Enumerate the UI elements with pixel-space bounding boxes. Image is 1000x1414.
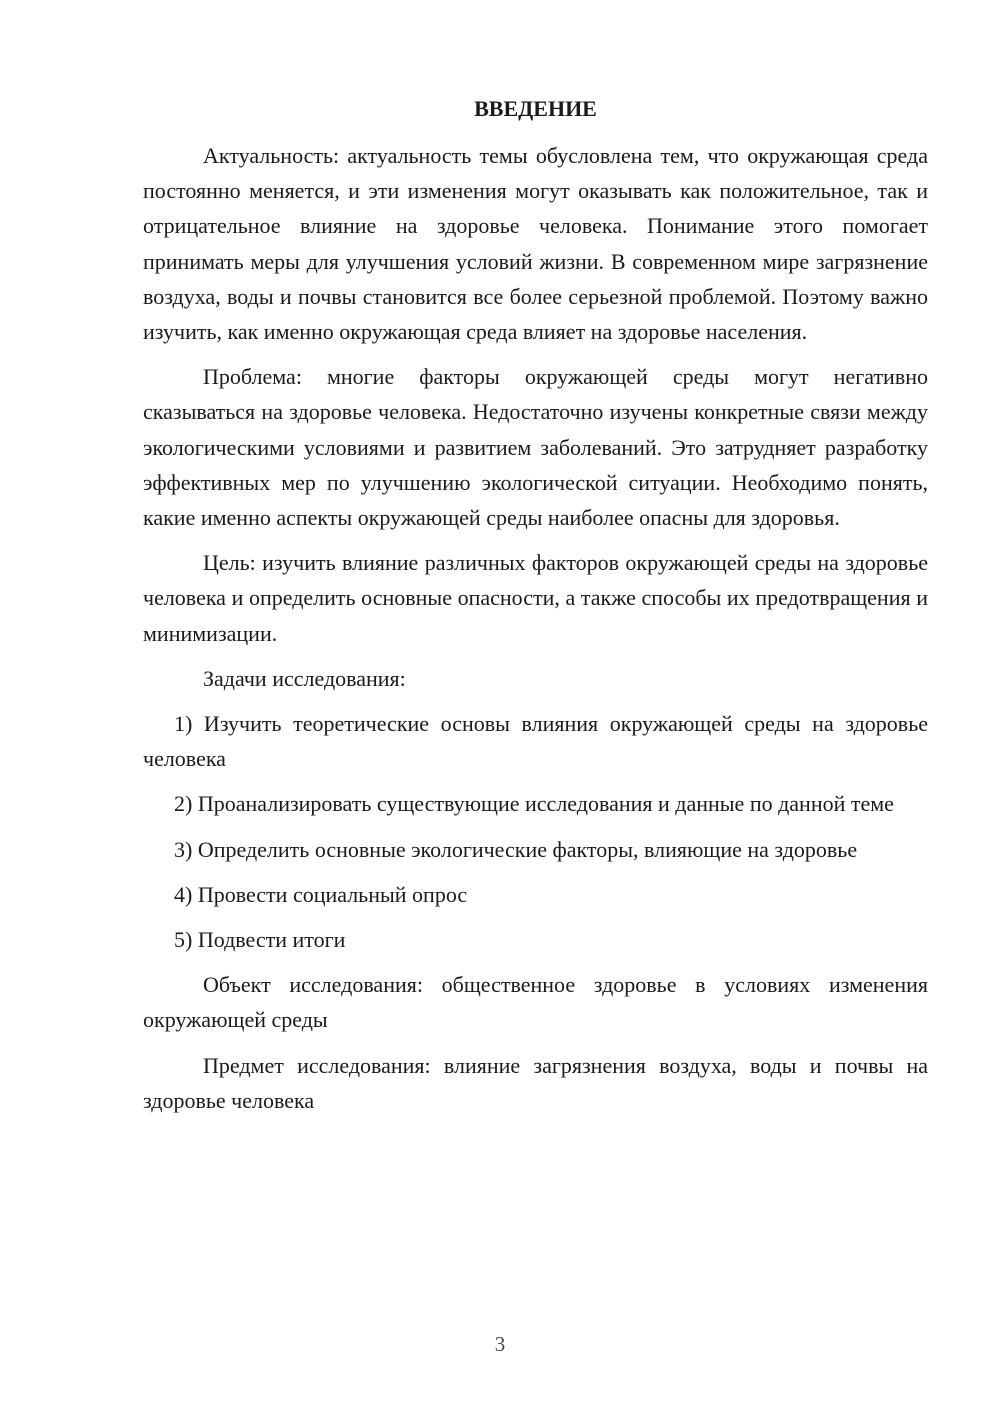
paragraph-subject: Предмет исследования: влияние загрязнения воздуха, воды и почвы на здоровье человека [143,1052,928,1113]
task-item-2: 2) Проанализировать существующие исследования и данные по данной теме [174,791,894,817]
task-item-5: 5) Подвести итоги [174,927,346,953]
page-number: 3 [494,1332,506,1356]
paragraph-goal: Цель: изучить влияние различных факторов окружающей среды на здоровье человека и определить основные опасности, а также способы их предотвращения и минимизации. [143,550,928,646]
page-title: ВВЕДЕНИЕ [474,96,597,121]
paragraph-actuality: Актуальность: актуальность темы обусловлена тем, что окружающая среда постоянно меняется, и эти изменения могут оказывать как положительное, так и отрицательное влияние на здоровье человека. Понимание этого помогает принимать меры для улучшения условий жизни. В современном мире загрязнение воздуха, воды и почвы становится все более серьезной проблемой. Поэтому важно изучить, как именно окружающая среда влияет на здоровье населения. [143,143,928,345]
tasks-heading: Задачи исследования: [203,665,406,691]
task-item-1: 1) Изучить теоретические основы влияния окружающей среды на здоровье человека [143,711,928,772]
task-item-3: 3) Определить основные экологические факторы, влияющие на здоровье [174,836,858,862]
paragraph-object: Объект исследования: общественное здоровье в условиях изменения окружающей среды [143,972,928,1033]
document-page [143,94,928,1128]
paragraph-problem: Проблема: многие факторы окружающей среды могут негативно сказываться на здоровье человека. Недостаточно изучены конкретные связи между экологическими условиями и развитием заболеваний. Это затрудняет разработку эффективных мер по улучшению экологической ситуации. Необходимо понять, какие именно аспекты окружающей среды наиболее опасны для здоровья. [143,364,928,531]
task-item-4: 4) Провести социальный опрос [174,881,468,907]
